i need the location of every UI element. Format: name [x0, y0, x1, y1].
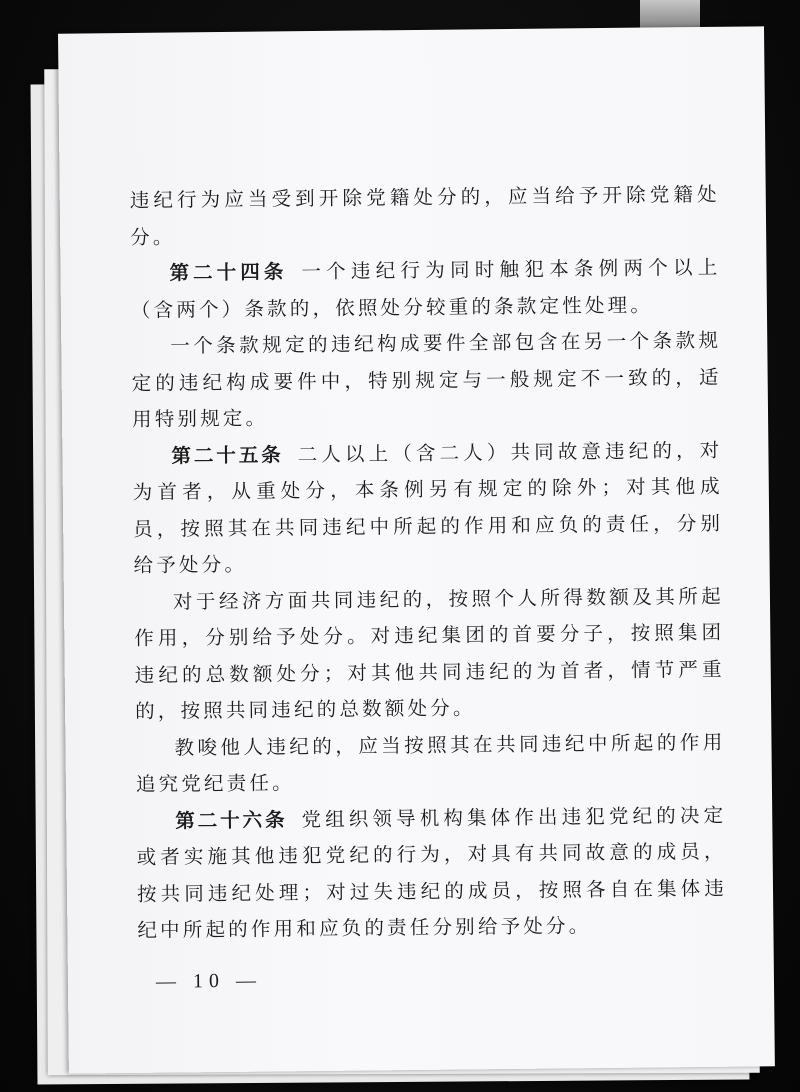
paragraph-text: 对于经济方面共同违纪的，按照个人所得数额及其所起作用，分别给予处分。对违纪集团的首要分子，按照集团违纪的总数额处分；对其他共同违纪的为首者，情节严重的，按照共同违纪的总数额处分。	[134, 584, 725, 723]
document-page	[58, 26, 775, 1073]
article-heading: 第二十六条	[175, 807, 288, 833]
paragraph-body	[131, 323, 722, 439]
page-number: — 10 —	[155, 969, 263, 993]
paragraph-text: 一个条款规定的违纪构成要件全部包含在另一个条款规定的违纪构成要件中，特别规定与一般规定不一致的，适用特别规定。	[131, 328, 722, 431]
paragraph-continuation	[130, 177, 721, 256]
paragraph-text: 党组织领导机构集体作出违犯党纪的决定或者实施其他违犯党纪的行为，对具有共同故意的成员，按共同违纪处理；对过失违纪的成员，按照各自在集体违纪中所起的作用和应负的责任分别给予处分。	[136, 803, 728, 942]
paragraph-body	[135, 724, 726, 803]
article-26	[136, 797, 727, 949]
light-glare	[640, 0, 700, 28]
article-heading: 第二十五条	[171, 442, 284, 468]
article-25	[132, 432, 723, 584]
document-body	[130, 177, 728, 950]
article-heading: 第二十四条	[169, 260, 288, 285]
paragraph-text: 教唆他人违纪的，应当按照其在共同违纪中所起的作用追究党纪责任。	[135, 730, 726, 796]
paragraph-text: 二人以上（含二人）共同故意违纪的，对为首者，从重处分，本条例另有规定的除外；对其他成员，按照其在共同违纪中所起的作用和应负的责任，分别给予处分。	[132, 438, 724, 577]
article-24	[130, 250, 721, 329]
paragraph-body	[134, 578, 725, 730]
paragraph-text: 一个违纪行为同时触犯本条例两个以上（含两个）条款的，依照处分较重的条款定性处理。	[130, 255, 721, 322]
paragraph-text: 违纪行为应当受到开除党籍处分的，应当给予开除党籍处分。	[129, 182, 720, 249]
